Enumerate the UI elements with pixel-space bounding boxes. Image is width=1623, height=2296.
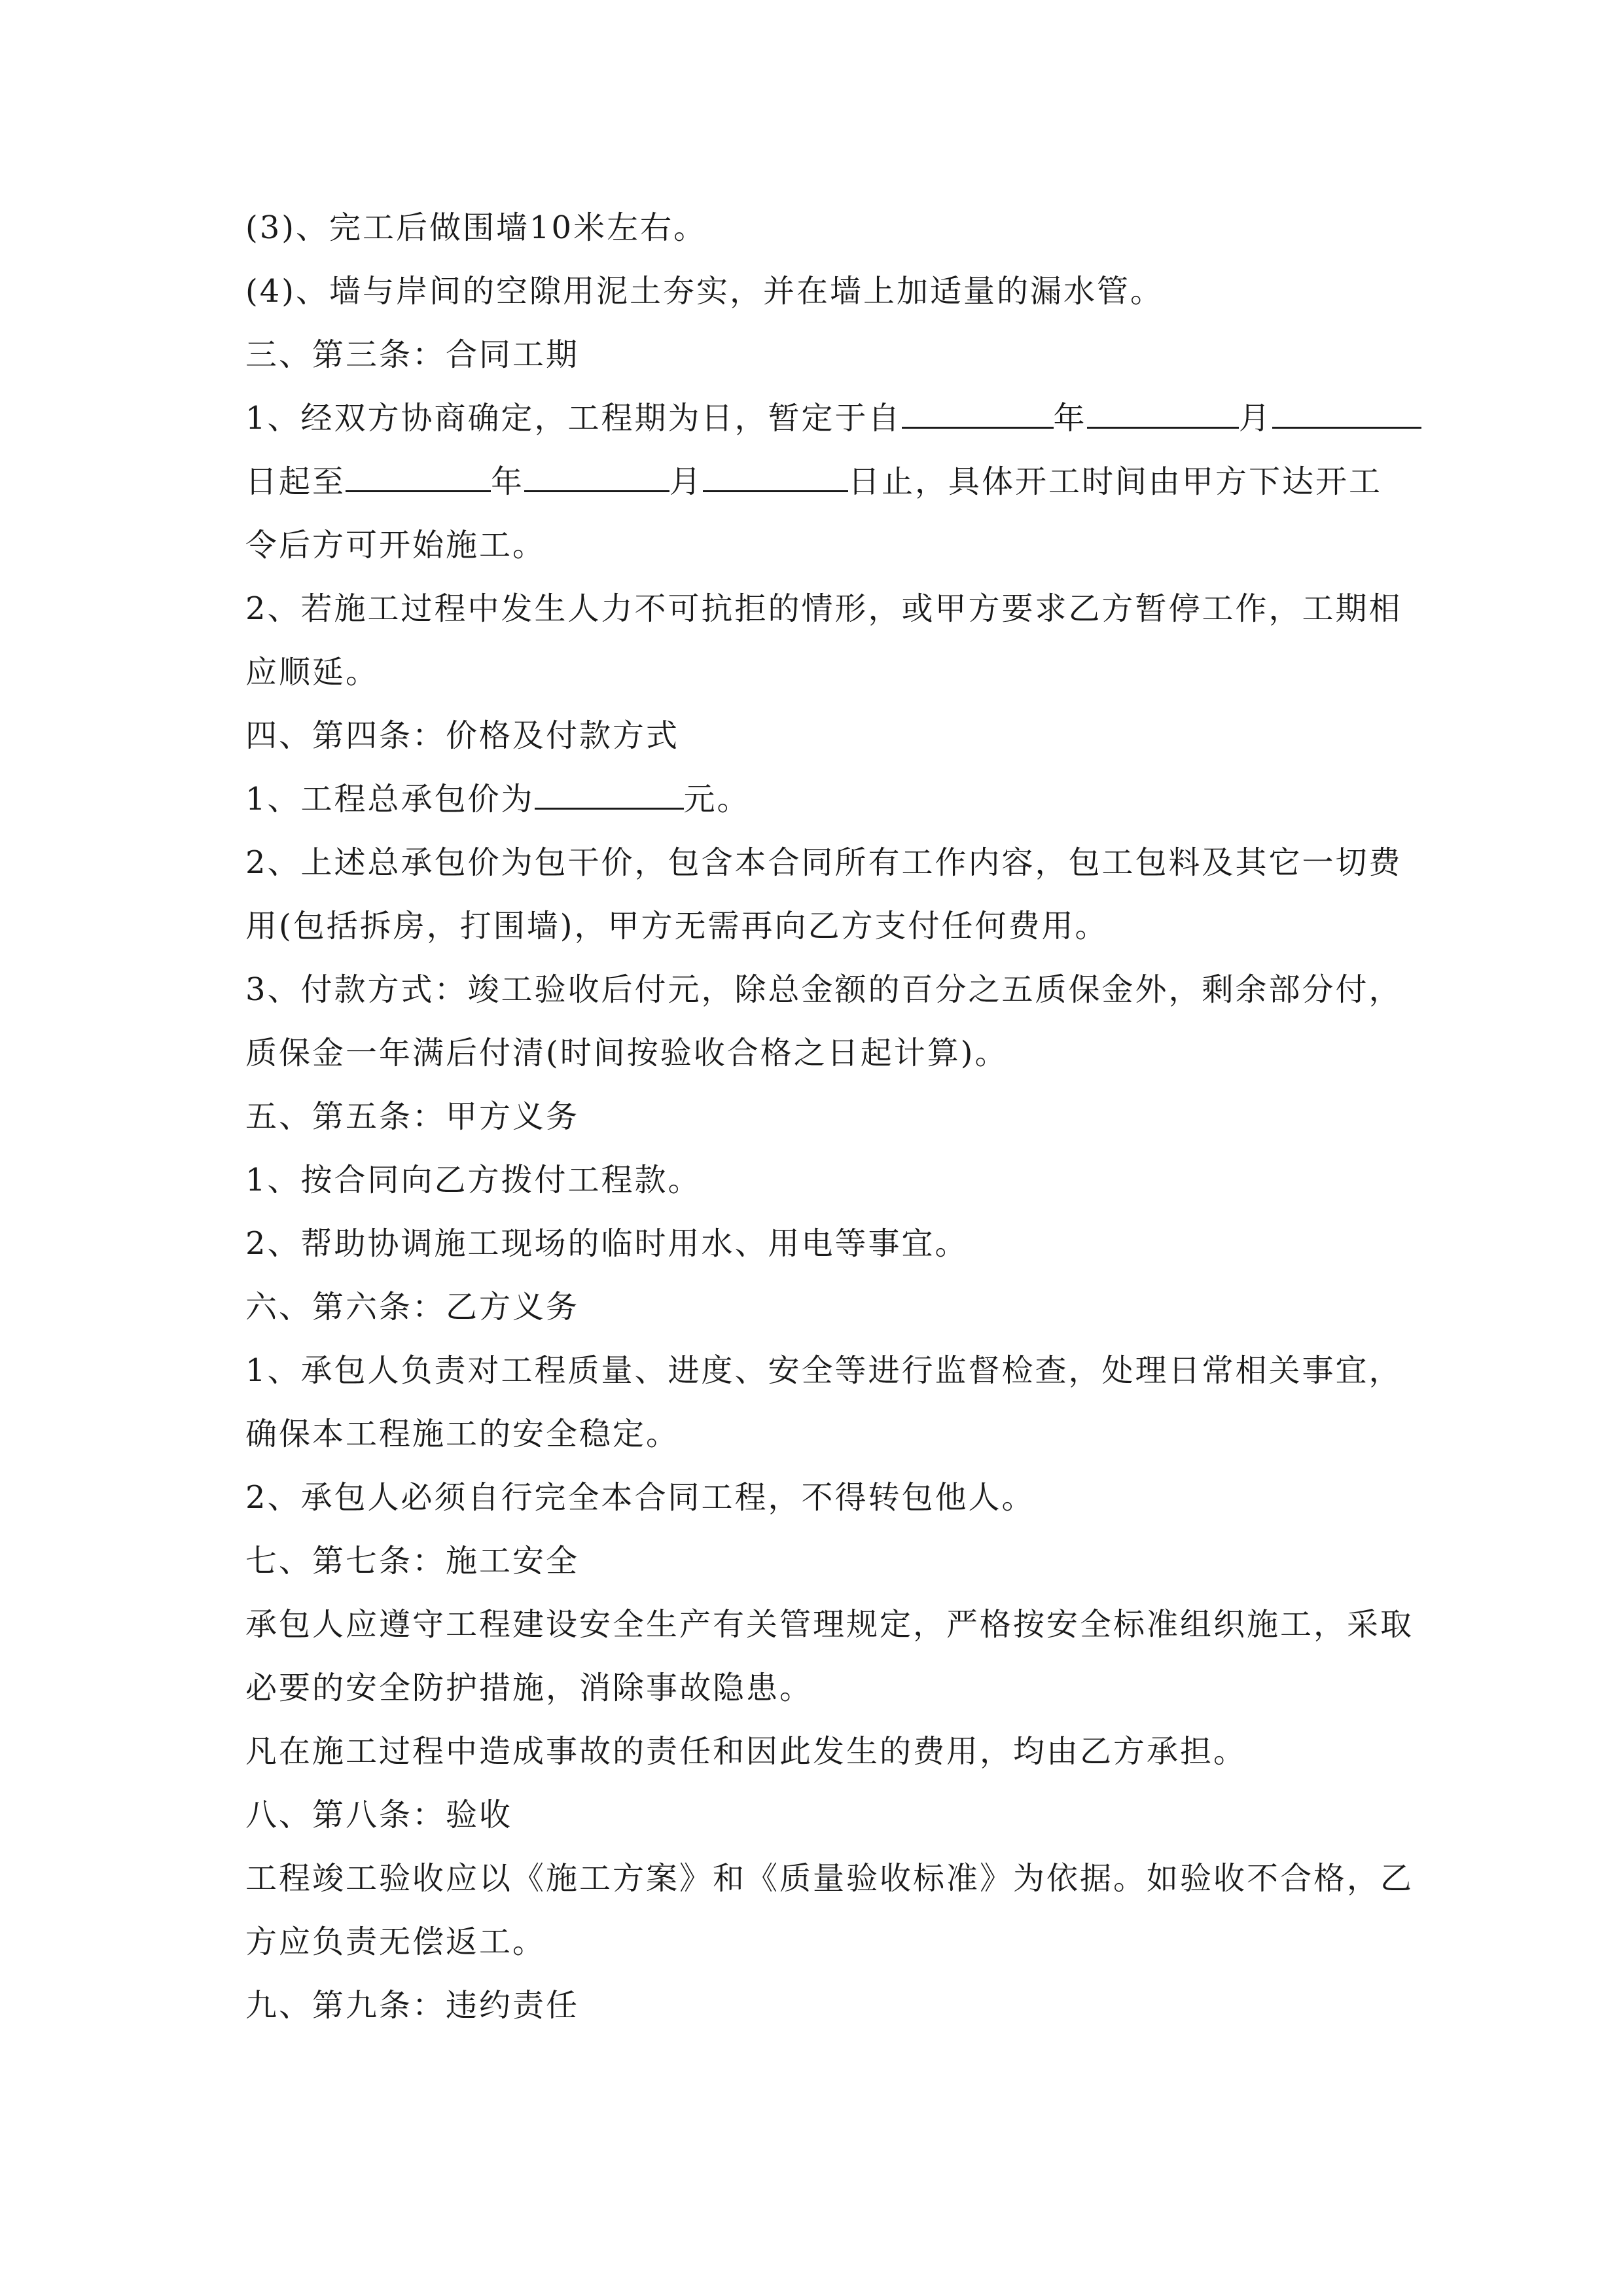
clause-3-item-2-line-1: 2、若施工过程中发生人力不可抗拒的情形，或甲方要求乙方暂停工作，工期相	[245, 590, 1402, 627]
clause-3-item-1-line-3: 令后方可开始施工。	[245, 527, 546, 564]
clause-3-item-1-text: 1、经双方协商确定，工程期为日，暂定于自	[245, 400, 902, 437]
clause-2-item-4: (4)、墙与岸间的空隙用泥土夯实，并在墙上加适量的漏水管。	[245, 273, 1164, 310]
end-month-blank	[524, 464, 669, 492]
clause-7-para-1-line-1: 承包人应遵守工程建设安全生产有关管理规定，严格按安全标准组织施工，采取	[245, 1606, 1414, 1643]
clause-7-para-1-line-2: 必要的安全防护措施，消除事故隐患。	[245, 1670, 813, 1706]
clause-4-item-1	[245, 768, 1379, 831]
year-label: 年	[1053, 400, 1087, 437]
clause-6-item-1-line-1: 1、承包人负责对工程质量、进度、安全等进行监督检查，处理日常相关事宜，	[245, 1352, 1402, 1389]
document-body	[245, 196, 1414, 2037]
yuan-label: 元。	[683, 781, 751, 817]
start-day-blank	[1272, 401, 1421, 429]
clause-3-item-1-text-3: 日止，具体开工时间由甲方下达开工	[848, 463, 1383, 500]
section-heading-7: 七、第七条：施工安全	[245, 1543, 580, 1579]
clause-8-para-line-2: 方应负责无偿返工。	[245, 1924, 546, 1960]
section-heading-3: 三、第三条：合同工期	[245, 336, 580, 373]
start-month-blank	[1087, 401, 1239, 429]
clause-8-para-line-1: 工程竣工验收应以《施工方案》和《质量验收标准》为依据。如验收不合格，乙	[245, 1860, 1414, 1897]
month-label-2: 月	[669, 463, 704, 500]
year-label-2: 年	[491, 463, 525, 500]
total-price-blank	[535, 781, 684, 810]
end-year-blank	[346, 464, 491, 492]
section-heading-8: 八、第八条：验收	[245, 1797, 513, 1833]
clause-6-item-1-line-2: 确保本工程施工的安全稳定。	[245, 1416, 680, 1452]
section-heading-9: 九、第九条：违约责任	[245, 1987, 580, 2024]
clause-7-para-2: 凡在施工过程中造成事故的责任和因此发生的费用，均由乙方承担。	[245, 1733, 1247, 1770]
section-heading-5: 五、第五条：甲方义务	[245, 1098, 580, 1135]
clause-2-item-3: (3)、完工后做围墙10米左右。	[245, 209, 707, 246]
clause-4-item-1-text: 1、工程总承包价为	[245, 781, 535, 817]
end-day-blank	[703, 464, 848, 492]
clause-5-item-2: 2、帮助协调施工现场的临时用水、用电等事宜。	[245, 1225, 969, 1262]
clause-3-item-1-line-2	[245, 450, 1383, 514]
month-label: 月	[1238, 400, 1272, 437]
start-year-blank	[902, 401, 1054, 429]
clause-4-item-2-line-1: 2、上述总承包价为包干价，包含本合同所有工作内容，包工包料及其它一切费	[245, 844, 1402, 881]
clause-6-item-2: 2、承包人必须自行完全本合同工程，不得转包他人。	[245, 1479, 1035, 1516]
clause-3-item-1-line-1	[245, 387, 1379, 450]
clause-5-item-1: 1、按合同向乙方拨付工程款。	[245, 1162, 702, 1198]
clause-4-item-3-line-1: 3、付款方式：竣工验收后付元，除总金额的百分之五质保金外，剩余部分付，	[245, 971, 1402, 1008]
section-heading-6: 六、第六条：乙方义务	[245, 1289, 580, 1325]
clause-4-item-2-line-2: 用(包括拆房，打围墙)，甲方无需再向乙方支付任何费用。	[245, 908, 1109, 944]
section-heading-4: 四、第四条：价格及付款方式	[245, 717, 680, 754]
clause-3-item-1-text-2: 日起至	[245, 463, 346, 500]
clause-4-item-3-line-2: 质保金一年满后付清(时间按验收合格之日起计算)。	[245, 1035, 1008, 1071]
clause-3-item-2-line-2: 应顺延。	[245, 654, 380, 691]
